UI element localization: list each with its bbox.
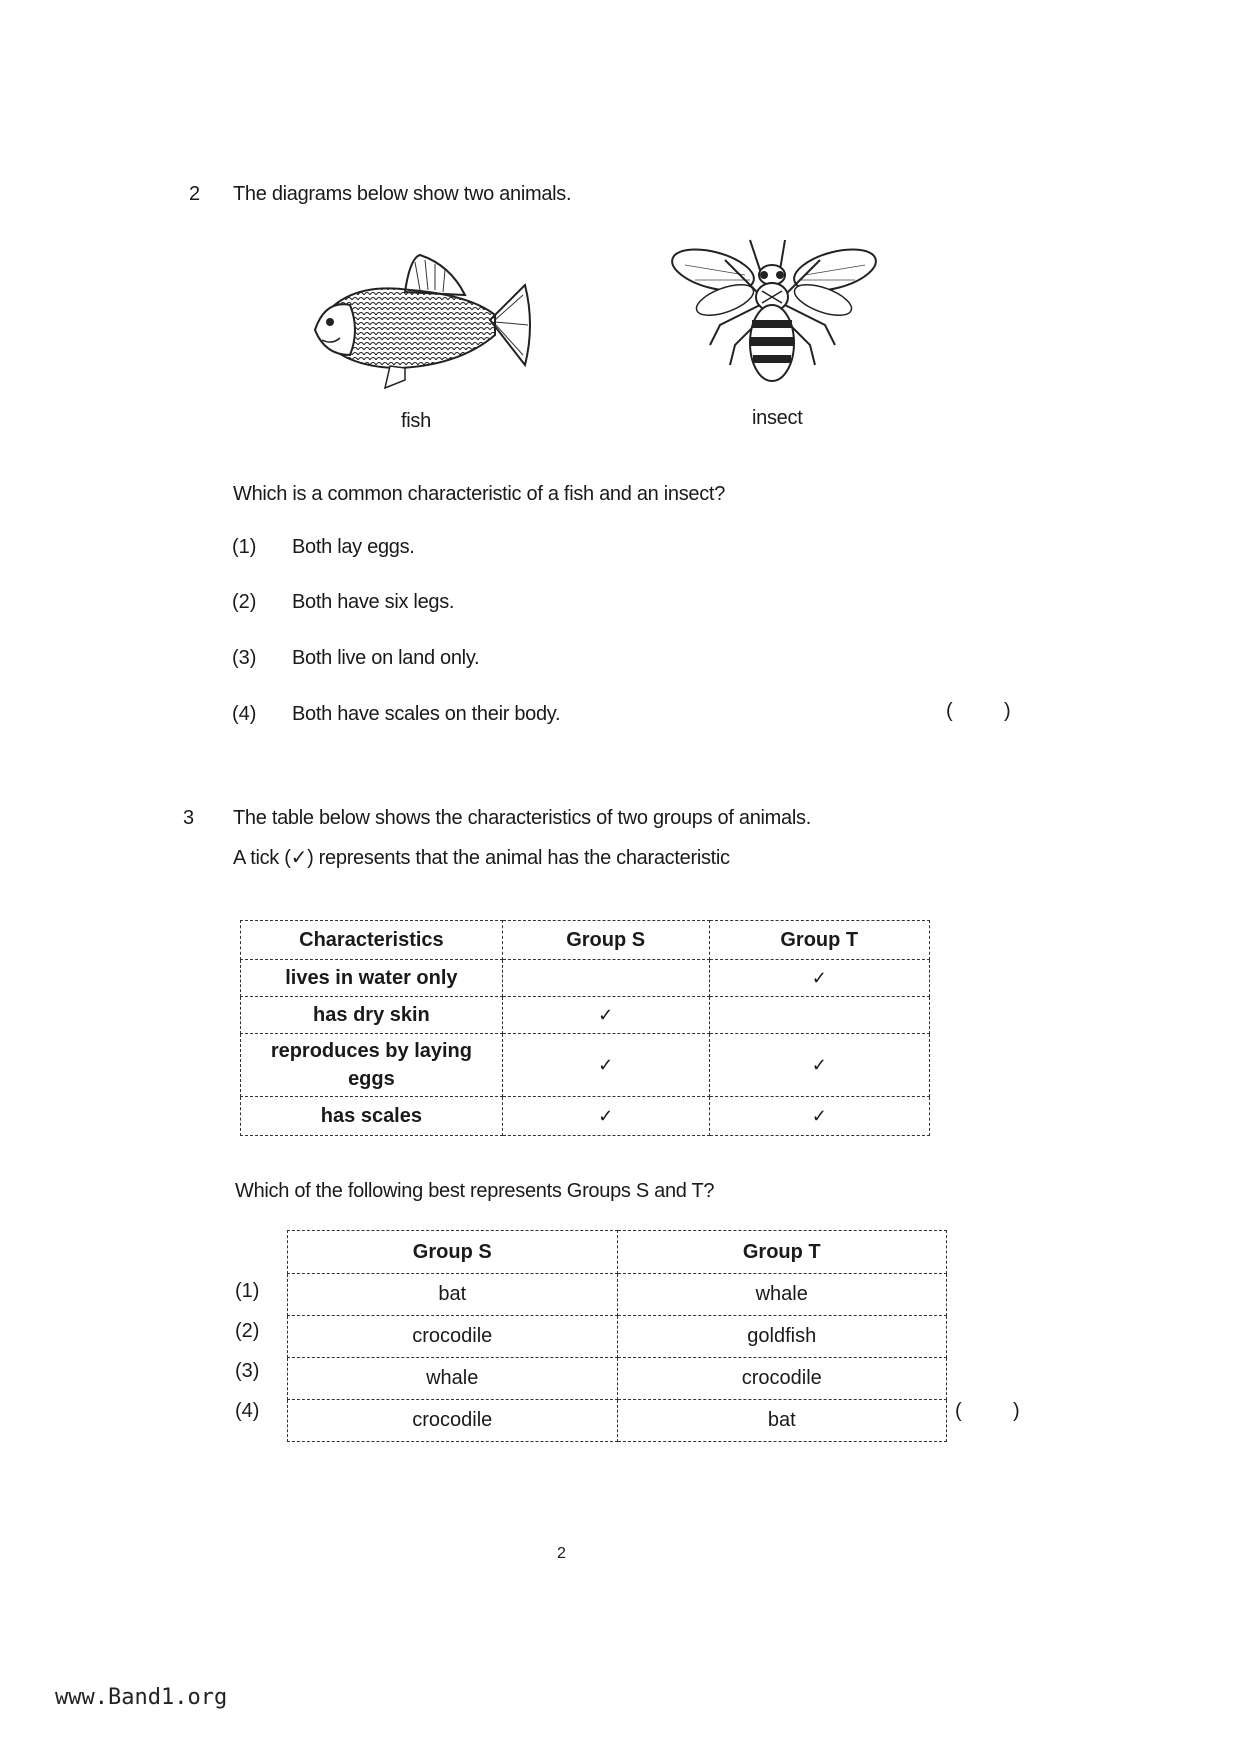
group-t-cell: goldfish (617, 1316, 947, 1358)
group-t-tick: ✓ (709, 1034, 930, 1097)
group-t-tick: ✓ (709, 1097, 930, 1136)
table-row (288, 1400, 947, 1442)
table-header-row (288, 1231, 947, 1274)
fish-label: fish (401, 410, 431, 432)
option-text: Both live on land only. (292, 647, 480, 669)
option-number: (1) (232, 536, 257, 558)
options-table (287, 1230, 947, 1442)
table-row (241, 960, 930, 997)
group-t-tick (709, 997, 930, 1034)
option-number[interactable]: (2) (235, 1320, 260, 1342)
header-group-t: Group T (709, 921, 930, 960)
group-t-tick: ✓ (709, 960, 930, 997)
option-text: Both lay eggs. (292, 536, 415, 558)
question-2-number: 2 (189, 183, 201, 205)
group-s-cell: whale (288, 1358, 618, 1400)
answer-bracket-q2[interactable] (946, 700, 1011, 723)
group-s-tick (502, 960, 709, 997)
option-text: Both have six legs. (292, 591, 455, 613)
bracket-close: ) (1013, 1400, 1020, 1422)
option-number: (2) (232, 591, 257, 613)
question-2-prompt: Which is a common characteristic of a fish and an insect? (233, 483, 726, 505)
characteristic-cell: lives in water only (241, 960, 503, 997)
bracket-open: ( (955, 1400, 962, 1422)
group-s-cell: crocodile (288, 1316, 618, 1358)
question-3-number: 3 (183, 807, 195, 829)
footer-url: www.Band1.org (55, 1685, 228, 1710)
table-row (241, 997, 930, 1034)
group-s-cell: crocodile (288, 1400, 618, 1442)
characteristics-table (240, 920, 930, 1136)
table-row (241, 1034, 930, 1097)
question-3-intro: The table below shows the characteristics of two groups of animals. (233, 807, 811, 829)
group-t-cell: whale (617, 1274, 947, 1316)
fish-icon (310, 250, 535, 390)
question-2-intro: The diagrams below show two animals. (233, 183, 572, 205)
option-number[interactable]: (4) (235, 1400, 260, 1422)
question-3-prompt: Which of the following best represents Groups S and T? (235, 1180, 715, 1202)
table-header-row (241, 921, 930, 960)
group-s-cell: bat (288, 1274, 618, 1316)
page-number: 2 (557, 1545, 566, 1562)
group-s-tick: ✓ (502, 997, 709, 1034)
header-characteristics: Characteristics (241, 921, 503, 960)
insect-label: insect (752, 407, 803, 429)
option-number[interactable]: (3) (235, 1360, 260, 1382)
table-row (288, 1358, 947, 1400)
group-t-cell: bat (617, 1400, 947, 1442)
question-3-note: A tick (✓) represents that the animal has the characteristic (233, 847, 730, 869)
bracket-close: ) (1004, 700, 1011, 722)
group-s-tick: ✓ (502, 1034, 709, 1097)
characteristic-cell: has dry skin (241, 997, 503, 1034)
answer-bracket-q3[interactable] (955, 1400, 1020, 1423)
header-group-t: Group T (617, 1231, 947, 1274)
table-row (288, 1274, 947, 1316)
header-group-s: Group S (502, 921, 709, 960)
table-row (241, 1097, 930, 1136)
characteristic-cell: reproduces by laying eggs (241, 1034, 503, 1097)
header-group-s: Group S (288, 1231, 618, 1274)
group-t-cell: crocodile (617, 1358, 947, 1400)
group-s-tick: ✓ (502, 1097, 709, 1136)
bee-insect-icon (665, 235, 885, 395)
option-number[interactable]: (1) (235, 1280, 260, 1302)
table-row (288, 1316, 947, 1358)
option-text: Both have scales on their body. (292, 703, 561, 725)
bracket-open: ( (946, 700, 953, 722)
option-number: (3) (232, 647, 257, 669)
characteristic-cell: has scales (241, 1097, 503, 1136)
option-number: (4) (232, 703, 257, 725)
